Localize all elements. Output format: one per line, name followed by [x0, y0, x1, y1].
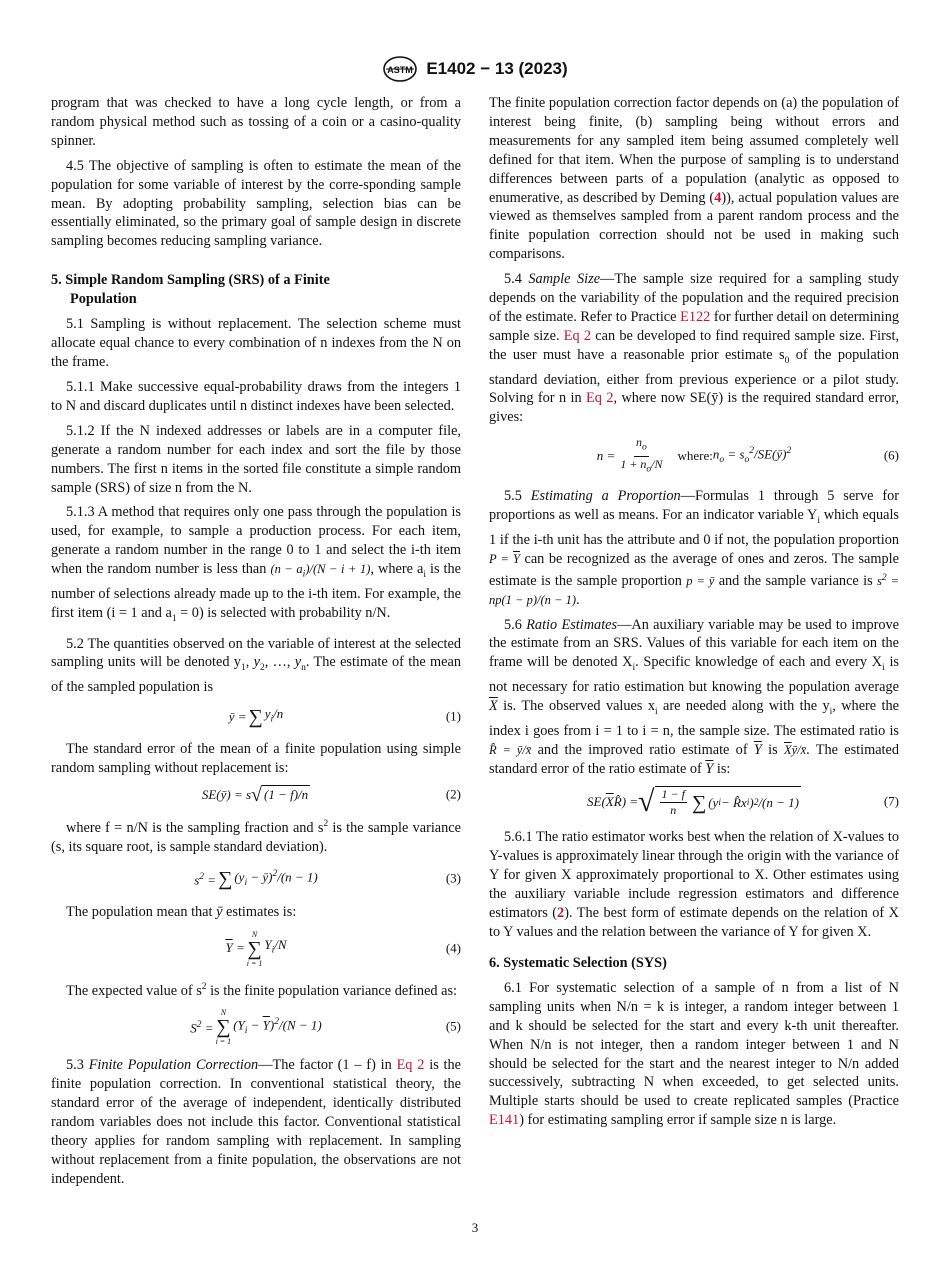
paragraph-5-4: 5.4 Sample Size—The sample size required for a sampling study depends on the variability of the population and the required precision of the estimate. Refer to Practice E122 for further detail on determining sample size. Eq 2 can be developed to find required sample size. First, the user must have a reasonable prior estimate $s_0$ of the population standard deviation, either from previous experience or a pilot study. Solving for n in Eq 2, where now SE(ȳ) is the required standard error, gives:	[489, 271, 900, 426]
astm-logo-icon	[382, 56, 418, 82]
eq-2-link[interactable]: Eq 2	[563, 327, 592, 344]
paragraph-fpc: The finite population correction factor depends on (a) the population of interest being finite, (b) sampling being without errors and measurements for any sampled item being assumed completely well defined for that item. When the purpose of sampling is to understand differences between parts of a population (analytic as opposed to enumerative, as described by Deming (4)), actual population values are viewed as themselves sampled from a parent random process and the finite population correction should not be used in making such comparisons.	[489, 95, 900, 263]
equation-number: (1)	[445, 708, 461, 724]
equation-2: SE(ȳ) = s √ (1 − f)/n (2)	[201, 783, 461, 806]
equation-number: (4)	[445, 940, 461, 956]
paragraph-5-1-3: 5.1.3 A method that requires only one pass through the population is used, for example, to sample a production process. For each item, generate a random number in the range 0 to 1 and select the i-th item when the random number is less than $(n - a_i)/(N - i + 1)$, where $a_i$ is the number of selections already made up to the i-th item. For example, the first item (i = 1 and $a_1 = 0$) is selected with probability n/N.	[51, 504, 461, 624]
equation-number: (6)	[883, 447, 899, 463]
equation-1: ȳ = ∑ $y_i/n$ (1)	[228, 706, 461, 729]
paragraph-standard-error: The standard error of the mean of a finite population using simple random sampling without replacement is:	[51, 740, 461, 776]
paragraph-5-1: 5.1 Sampling is without replacement. The selection scheme must allocate equal chance to every combination of n indexes from the N on the frame.	[51, 316, 461, 371]
page-header	[0, 56, 950, 82]
paragraph-where: where f = n/N is the sampling fraction and $s^2$ is the sample variance (s, its square root, is sample standard deviation).	[51, 819, 461, 856]
paragraph-6-1: 6.1 For systematic selection of a sample of n from a list of N sampling units when N/n = k is integer, a random integer between 1 and k should be selected for the start and every k-th unit thereafter. When N/n is not integer, then a random integer between 1 and N should be selected for the start and the nearest integer to N/n added successively, subtracting N when exceeded, to get selected units. Multiple starts should be used to create replicated samples (Practice E141) for estimating sampling error if sample size n is large.	[489, 979, 899, 1129]
equation-number: (5)	[445, 1018, 461, 1034]
paragraph-5-6: 5.6 Ratio Estimates—An auxiliary variable may be used to improve the estimate from an SRS. Values of this variable for each item on the frame will be denoted $X_i$. Specific knowledge of each and every $X_i$ is not necessary for ratio estimation but knowing the population average $\overline{X}$ is. The observed values $x_i$ are needed along with the $y_i$, where the index i goes from i = 1 to i = n, the sample size. The estimated ratio is R̂ = ȳ/x̄ and the improved ratio estimate of $\overline{Y}$ is $\overline{X}ȳ/x̄$. The estimated standard error of the ratio estimate of $\overline{Y}$ is:	[489, 616, 900, 777]
equation-number: (7)	[883, 794, 899, 810]
equation-5: $S^2$ = N ∑ i = 1 $(Y_i - \overline{Y})^2/(N - 1)$ (5)	[190, 1008, 461, 1047]
section-5-heading: 5. Simple Random Sampling (SRS) of a Finite Population	[51, 272, 330, 308]
equation-number: (3)	[445, 870, 461, 886]
e122-link[interactable]: E122	[680, 308, 711, 325]
paragraph-5-6-1: 5.6.1 The ratio estimator works best when the relation of X-values to Y-values is approximately linear through the origin with the variance of Y for given X approximately proportional to X. Other estimates using the auxiliary variable include regression estimators and difference estimators (2). The best form of estimate depends on the relation of X to Y values and the relation between the variance of Y for given X.	[489, 829, 899, 940]
paragraph-5-5: 5.5 Estimating a Proportion—Formulas 1 through 5 serve for proportions as well as means. For an indicator variable $Y_i$ which equals 1 if the i-th unit has the attribute and 0 if not, the population proportion $P = \overline{Y}$ can be recognized as the average of ones and zeros. The sample estimate is the sample proportion p = ȳ and the sample variance is $s^2 = np(1 - p)/(n - 1)$.	[489, 488, 899, 608]
reference-4-link[interactable]: 4	[714, 189, 722, 206]
paragraph-5-1-2: 5.1.2 If the N indexed addresses or labels are in a computer file, generate a random number for each index and sort the file by those numbers. The first n items in the sorted file constitute a simple random sample (SRS) of size n from the N.	[51, 422, 461, 496]
svg-text:ASTM: ASTM	[387, 65, 414, 75]
paragraph-5-2: 5.2 The quantities observed on the variable of interest at the selected sampling units will be denoted $y_1$, $y_2$, …, $y_n$. The estimate of the mean of the sampled population is	[51, 635, 461, 696]
eq-2-link[interactable]: Eq 2	[396, 1057, 425, 1074]
equation-3: $s^2$ = ∑ ($y_i$ − ȳ)$^2$/(n − 1) (3)	[194, 867, 461, 890]
section-6-heading: 6. Systematic Selection (SYS)	[489, 954, 667, 971]
reference-2-link[interactable]: 2	[557, 905, 565, 922]
paragraph-4-5: 4.5 The objective of sampling is often to estimate the mean of the population for some variable of interest by the corre-sponding sample mean. By adopting probability sampling, selection bias can be essentially eliminated, so the primary goal of sample design in discrete sampling becomes reducing sampling variance.	[51, 157, 461, 250]
paragraph-expected-value: The expected value of $s^2$ is the finite population variance defined as:	[66, 981, 458, 999]
paragraph-continued: program that was checked to have a long cycle length, or from a random physical method such as tossing of a coin or a casino-quality spinner.	[51, 95, 461, 149]
eq-2-link[interactable]: Eq 2	[586, 390, 614, 407]
paragraph-5-3: 5.3 Finite Population Correction—The factor (1 – f) in Eq 2 is the finite population correction. In conventional statistical theory, the standard error of the average of independent, identically distributed random variables does not include this factor. Conventional statistical theory applies for random sampling with replacement. In sampling without replacement from a finite population, the observations are not independent.	[51, 1057, 462, 1187]
designation: E1402 − 13 (2023)	[426, 59, 568, 78]
left-column	[51, 94, 461, 1195]
page-number: 3	[471, 1220, 479, 1235]
paragraph-population-mean: The population mean that ȳ estimates is:	[66, 903, 297, 920]
right-column	[489, 94, 899, 1136]
equation-7: $SE(\overline{X}R̂)$ = √ $\frac{1 - f}{n}$ ∑ (y i − R̂x i ) 2 /(n − 1) (7)	[587, 785, 899, 819]
e141-link[interactable]: E141	[489, 1112, 520, 1129]
equation-4: $\overline{Y}$ = N ∑ i = 1 $Y_i/N$ (4)	[225, 929, 461, 968]
paragraph-5-1-1: 5.1.1 Make successive equal-probability draws from the integers 1 to N and discard duplicates until n distinct indexes have been selected.	[51, 378, 461, 414]
equation-number: (2)	[445, 786, 461, 802]
equation-6: n = $\frac{n_o}{1 + n_o/N}$ where: $n_o$ = $s_o^2/SE(ȳ)^2$ (6)	[596, 435, 899, 475]
